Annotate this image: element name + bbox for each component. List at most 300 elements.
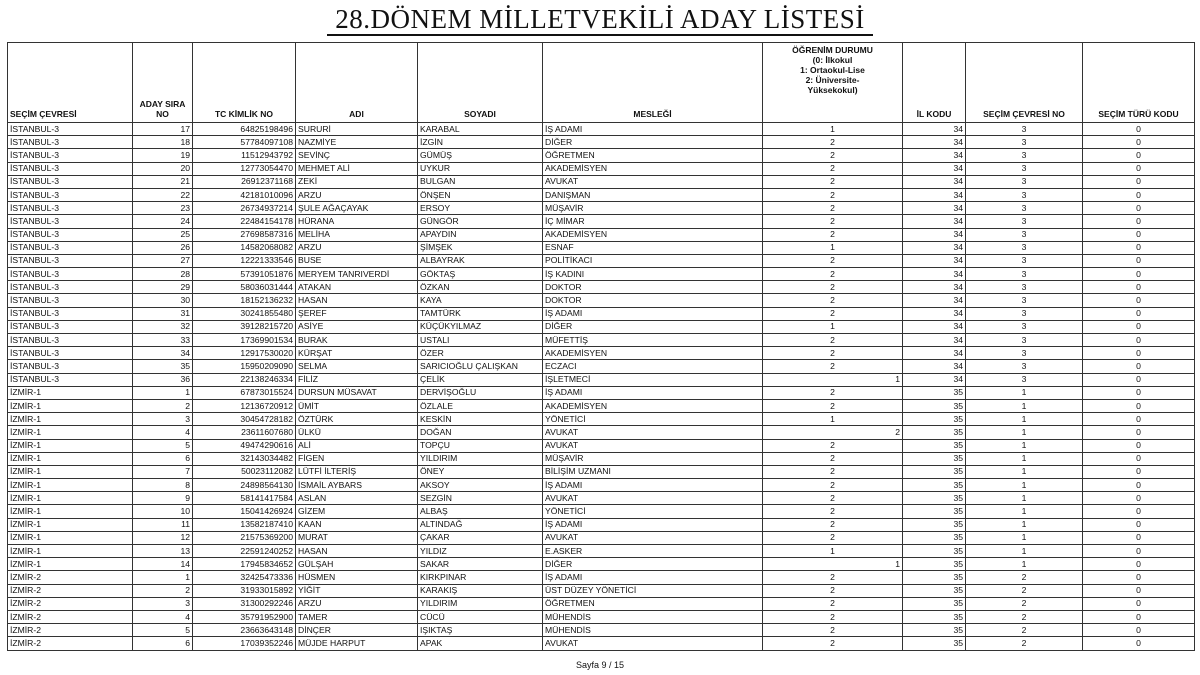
cell-tc-kimlik-no: 32143034482 xyxy=(193,452,296,465)
table-row xyxy=(8,334,1195,347)
cell-soyadi: ALTINDAĞ xyxy=(418,518,543,531)
table-row xyxy=(8,505,1195,518)
cell-adi: HASAN xyxy=(296,294,418,307)
cell-meslegi: MÜFETTİŞ xyxy=(543,334,763,347)
cell-tc-kimlik-no: 26912371168 xyxy=(193,175,296,188)
cell-il-kodu: 34 xyxy=(903,347,966,360)
cell-tc-kimlik-no: 12917530020 xyxy=(193,347,296,360)
table-row xyxy=(8,360,1195,373)
cell-secim-turu-kodu: 0 xyxy=(1083,175,1195,188)
cell-il-kodu: 34 xyxy=(903,268,966,281)
cell-secim-cevresi: İZMİR-2 xyxy=(8,571,133,584)
cell-secim-cevresi-no: 2 xyxy=(966,571,1083,584)
cell-il-kodu: 35 xyxy=(903,531,966,544)
table-row xyxy=(8,571,1195,584)
cell-secim-cevresi: İZMİR-2 xyxy=(8,637,133,650)
cell-il-kodu: 35 xyxy=(903,426,966,439)
cell-secim-cevresi: İZMİR-1 xyxy=(8,426,133,439)
cell-tc-kimlik-no: 18152136232 xyxy=(193,294,296,307)
cell-tc-kimlik-no: 23611607680 xyxy=(193,426,296,439)
table-header xyxy=(8,43,1195,123)
cell-secim-turu-kodu: 0 xyxy=(1083,202,1195,215)
table-row xyxy=(8,175,1195,188)
cell-meslegi: AVUKAT xyxy=(543,492,763,505)
header-secim-turu-kodu: SEÇİM TÜRÜ KODU xyxy=(1083,43,1195,123)
cell-soyadi: SAKAR xyxy=(418,558,543,571)
table-row xyxy=(8,307,1195,320)
cell-meslegi: ÖĞRETMEN xyxy=(543,597,763,610)
table-row xyxy=(8,228,1195,241)
cell-secim-cevresi: İZMİR-1 xyxy=(8,465,133,478)
cell-ogrenim-durumu: 2 xyxy=(763,531,903,544)
cell-secim-cevresi-no: 1 xyxy=(966,439,1083,452)
table-row xyxy=(8,294,1195,307)
cell-aday-sira-no: 5 xyxy=(133,439,193,452)
cell-tc-kimlik-no: 35791952900 xyxy=(193,610,296,623)
cell-secim-cevresi: İZMİR-1 xyxy=(8,479,133,492)
cell-tc-kimlik-no: 26734937214 xyxy=(193,202,296,215)
cell-meslegi: DİĞER xyxy=(543,320,763,333)
cell-ogrenim-durumu: 1 xyxy=(763,241,903,254)
table-row xyxy=(8,531,1195,544)
cell-aday-sira-no: 3 xyxy=(133,597,193,610)
cell-meslegi: AKADEMİSYEN xyxy=(543,162,763,175)
cell-soyadi: ÇELİK xyxy=(418,373,543,386)
cell-soyadi: ÇAKAR xyxy=(418,531,543,544)
document-title-text: 28.DÖNEM MİLLETVEKİLİ ADAY LİSTESİ xyxy=(327,4,872,36)
cell-soyadi: KIRKPINAR xyxy=(418,571,543,584)
table-row xyxy=(8,452,1195,465)
cell-aday-sira-no: 24 xyxy=(133,215,193,228)
cell-meslegi: MÜHENDİS xyxy=(543,624,763,637)
cell-adi: NAZMİYE xyxy=(296,136,418,149)
cell-soyadi: DERVİŞOĞLU xyxy=(418,386,543,399)
cell-tc-kimlik-no: 32425473336 xyxy=(193,571,296,584)
cell-il-kodu: 35 xyxy=(903,545,966,558)
cell-secim-cevresi-no: 2 xyxy=(966,584,1083,597)
cell-tc-kimlik-no: 17945834652 xyxy=(193,558,296,571)
table-row xyxy=(8,610,1195,623)
cell-soyadi: TAMTÜRK xyxy=(418,307,543,320)
cell-adi: HÜSMEN xyxy=(296,571,418,584)
table-row xyxy=(8,281,1195,294)
cell-tc-kimlik-no: 22484154178 xyxy=(193,215,296,228)
cell-adi: GÜLŞAH xyxy=(296,558,418,571)
cell-meslegi: AKADEMİSYEN xyxy=(543,399,763,412)
header-ogrenim-durumu xyxy=(763,43,903,123)
cell-ogrenim-durumu: 2 xyxy=(763,202,903,215)
cell-adi: ÜLKÜ xyxy=(296,426,418,439)
cell-secim-cevresi-no: 3 xyxy=(966,241,1083,254)
cell-il-kodu: 35 xyxy=(903,479,966,492)
cell-aday-sira-no: 14 xyxy=(133,558,193,571)
cell-aday-sira-no: 22 xyxy=(133,188,193,201)
cell-ogrenim-durumu: 2 xyxy=(763,452,903,465)
header-ogrenim-line-3: 1: Ortaokul-Lise xyxy=(800,65,865,75)
cell-meslegi: YÖNETİCİ xyxy=(543,413,763,426)
cell-secim-cevresi-no: 3 xyxy=(966,175,1083,188)
cell-aday-sira-no: 17 xyxy=(133,123,193,136)
cell-ogrenim-durumu: 2 xyxy=(763,188,903,201)
cell-soyadi: CÜCÜ xyxy=(418,610,543,623)
cell-secim-turu-kodu: 0 xyxy=(1083,254,1195,267)
cell-soyadi: İZGİN xyxy=(418,136,543,149)
cell-aday-sira-no: 1 xyxy=(133,386,193,399)
cell-adi: MELİHA xyxy=(296,228,418,241)
cell-secim-cevresi: İSTANBUL-3 xyxy=(8,202,133,215)
cell-soyadi: APAK xyxy=(418,637,543,650)
cell-ogrenim-durumu: 2 xyxy=(763,518,903,531)
cell-adi: İSMAİL AYBARS xyxy=(296,479,418,492)
cell-aday-sira-no: 32 xyxy=(133,320,193,333)
cell-il-kodu: 35 xyxy=(903,399,966,412)
cell-il-kodu: 35 xyxy=(903,597,966,610)
cell-secim-turu-kodu: 0 xyxy=(1083,188,1195,201)
cell-soyadi: SEZGİN xyxy=(418,492,543,505)
header-ogrenim-line-1: ÖĞRENİM DURUMU xyxy=(792,45,873,55)
cell-secim-turu-kodu: 0 xyxy=(1083,505,1195,518)
cell-secim-cevresi: İZMİR-1 xyxy=(8,452,133,465)
cell-adi: ARZU xyxy=(296,188,418,201)
cell-ogrenim-durumu: 1 xyxy=(763,413,903,426)
cell-secim-turu-kodu: 0 xyxy=(1083,281,1195,294)
cell-soyadi: BULGAN xyxy=(418,175,543,188)
cell-secim-cevresi-no: 1 xyxy=(966,465,1083,478)
cell-secim-cevresi: İZMİR-2 xyxy=(8,624,133,637)
cell-soyadi: GÜNGÖR xyxy=(418,215,543,228)
table-row xyxy=(8,373,1195,386)
cell-secim-cevresi-no: 3 xyxy=(966,360,1083,373)
table-row xyxy=(8,188,1195,201)
cell-meslegi: E.ASKER xyxy=(543,545,763,558)
cell-tc-kimlik-no: 17369901534 xyxy=(193,334,296,347)
cell-adi: ASİYE xyxy=(296,320,418,333)
cell-il-kodu: 35 xyxy=(903,465,966,478)
cell-ogrenim-durumu: 2 xyxy=(763,360,903,373)
cell-il-kodu: 34 xyxy=(903,136,966,149)
cell-ogrenim-durumu: 2 xyxy=(763,228,903,241)
cell-secim-cevresi-no: 3 xyxy=(966,136,1083,149)
cell-il-kodu: 34 xyxy=(903,241,966,254)
table-row xyxy=(8,320,1195,333)
cell-soyadi: ALBAŞ xyxy=(418,505,543,518)
cell-soyadi: GÜMÜŞ xyxy=(418,149,543,162)
cell-tc-kimlik-no: 15041426924 xyxy=(193,505,296,518)
cell-adi: MURAT xyxy=(296,531,418,544)
cell-soyadi: SARICIOĞLU ÇALIŞKAN xyxy=(418,360,543,373)
cell-il-kodu: 35 xyxy=(903,518,966,531)
cell-aday-sira-no: 4 xyxy=(133,426,193,439)
cell-adi: MÜJDE HARPUT xyxy=(296,637,418,650)
cell-meslegi: İŞ ADAMI xyxy=(543,123,763,136)
cell-secim-cevresi-no: 1 xyxy=(966,505,1083,518)
table-row xyxy=(8,149,1195,162)
cell-meslegi: DOKTOR xyxy=(543,294,763,307)
table-row xyxy=(8,479,1195,492)
cell-secim-cevresi-no: 1 xyxy=(966,399,1083,412)
cell-aday-sira-no: 4 xyxy=(133,610,193,623)
cell-secim-cevresi: İZMİR-2 xyxy=(8,584,133,597)
cell-adi: ASLAN xyxy=(296,492,418,505)
cell-ogrenim-durumu: 2 xyxy=(763,439,903,452)
cell-meslegi: DİĞER xyxy=(543,558,763,571)
cell-adi: ATAKAN xyxy=(296,281,418,294)
header-ogrenim-line-4: 2: Üniversite- xyxy=(805,75,860,85)
cell-secim-cevresi-no: 1 xyxy=(966,413,1083,426)
cell-tc-kimlik-no: 58141417584 xyxy=(193,492,296,505)
cell-ogrenim-durumu: 2 xyxy=(763,479,903,492)
cell-soyadi: KESKİN xyxy=(418,413,543,426)
cell-meslegi: ÜST DÜZEY YÖNETİCİ xyxy=(543,584,763,597)
cell-adi: ALİ xyxy=(296,439,418,452)
cell-aday-sira-no: 34 xyxy=(133,347,193,360)
cell-secim-cevresi-no: 3 xyxy=(966,320,1083,333)
cell-il-kodu: 34 xyxy=(903,320,966,333)
cell-secim-cevresi-no: 3 xyxy=(966,347,1083,360)
cell-aday-sira-no: 8 xyxy=(133,479,193,492)
cell-tc-kimlik-no: 14582068082 xyxy=(193,241,296,254)
table-row xyxy=(8,545,1195,558)
cell-secim-cevresi: İZMİR-1 xyxy=(8,492,133,505)
cell-secim-turu-kodu: 0 xyxy=(1083,228,1195,241)
cell-ogrenim-durumu: 2 xyxy=(763,624,903,637)
cell-aday-sira-no: 28 xyxy=(133,268,193,281)
cell-secim-cevresi-no: 2 xyxy=(966,610,1083,623)
cell-secim-cevresi: İZMİR-1 xyxy=(8,439,133,452)
cell-ogrenim-durumu: 2 xyxy=(763,584,903,597)
cell-il-kodu: 34 xyxy=(903,281,966,294)
cell-aday-sira-no: 25 xyxy=(133,228,193,241)
cell-secim-cevresi-no: 3 xyxy=(966,162,1083,175)
cell-secim-turu-kodu: 0 xyxy=(1083,465,1195,478)
cell-secim-cevresi: İSTANBUL-3 xyxy=(8,320,133,333)
cell-tc-kimlik-no: 67873015524 xyxy=(193,386,296,399)
cell-aday-sira-no: 7 xyxy=(133,465,193,478)
cell-il-kodu: 34 xyxy=(903,254,966,267)
cell-soyadi: KARABAL xyxy=(418,123,543,136)
cell-secim-cevresi: İZMİR-1 xyxy=(8,386,133,399)
cell-meslegi: AVUKAT xyxy=(543,175,763,188)
cell-secim-cevresi: İZMİR-2 xyxy=(8,610,133,623)
table-row xyxy=(8,215,1195,228)
table-row xyxy=(8,399,1195,412)
cell-secim-turu-kodu: 0 xyxy=(1083,399,1195,412)
cell-secim-cevresi: İSTANBUL-3 xyxy=(8,347,133,360)
cell-secim-turu-kodu: 0 xyxy=(1083,334,1195,347)
cell-ogrenim-durumu: 2 xyxy=(763,334,903,347)
table-row xyxy=(8,465,1195,478)
cell-il-kodu: 34 xyxy=(903,188,966,201)
cell-secim-turu-kodu: 0 xyxy=(1083,149,1195,162)
cell-secim-cevresi: İZMİR-1 xyxy=(8,505,133,518)
cell-ogrenim-durumu: 2 xyxy=(763,399,903,412)
cell-tc-kimlik-no: 12773054470 xyxy=(193,162,296,175)
table-row xyxy=(8,597,1195,610)
cell-meslegi: MÜHENDİS xyxy=(543,610,763,623)
table-row xyxy=(8,426,1195,439)
cell-adi: FİLİZ xyxy=(296,373,418,386)
cell-secim-cevresi: İSTANBUL-3 xyxy=(8,360,133,373)
cell-tc-kimlik-no: 21575369200 xyxy=(193,531,296,544)
cell-secim-turu-kodu: 0 xyxy=(1083,373,1195,386)
cell-adi: ÜMİT xyxy=(296,399,418,412)
cell-secim-turu-kodu: 0 xyxy=(1083,413,1195,426)
cell-tc-kimlik-no: 31933015892 xyxy=(193,584,296,597)
cell-tc-kimlik-no: 24898564130 xyxy=(193,479,296,492)
cell-tc-kimlik-no: 64825198496 xyxy=(193,123,296,136)
cell-il-kodu: 34 xyxy=(903,228,966,241)
cell-adi: SURURİ xyxy=(296,123,418,136)
cell-meslegi: AKADEMİSYEN xyxy=(543,347,763,360)
cell-secim-cevresi: İZMİR-1 xyxy=(8,413,133,426)
cell-soyadi: KARAKIŞ xyxy=(418,584,543,597)
cell-soyadi: YILDIRIM xyxy=(418,452,543,465)
cell-tc-kimlik-no: 31300292246 xyxy=(193,597,296,610)
cell-il-kodu: 35 xyxy=(903,571,966,584)
cell-ogrenim-durumu: 1 xyxy=(763,545,903,558)
cell-meslegi: İŞ KADINI xyxy=(543,268,763,281)
cell-secim-turu-kodu: 0 xyxy=(1083,597,1195,610)
cell-il-kodu: 34 xyxy=(903,149,966,162)
cell-tc-kimlik-no: 13582187410 xyxy=(193,518,296,531)
cell-secim-cevresi-no: 2 xyxy=(966,624,1083,637)
cell-aday-sira-no: 27 xyxy=(133,254,193,267)
cell-aday-sira-no: 30 xyxy=(133,294,193,307)
cell-secim-turu-kodu: 0 xyxy=(1083,637,1195,650)
cell-ogrenim-durumu: 2 xyxy=(763,162,903,175)
document-title xyxy=(0,4,1200,35)
cell-secim-turu-kodu: 0 xyxy=(1083,518,1195,531)
cell-secim-cevresi-no: 1 xyxy=(966,452,1083,465)
cell-il-kodu: 35 xyxy=(903,610,966,623)
cell-il-kodu: 35 xyxy=(903,413,966,426)
cell-secim-cevresi: İSTANBUL-3 xyxy=(8,188,133,201)
cell-tc-kimlik-no: 57391051876 xyxy=(193,268,296,281)
cell-secim-cevresi-no: 3 xyxy=(966,307,1083,320)
table-row xyxy=(8,624,1195,637)
cell-tc-kimlik-no: 30454728182 xyxy=(193,413,296,426)
cell-il-kodu: 35 xyxy=(903,624,966,637)
cell-secim-turu-kodu: 0 xyxy=(1083,479,1195,492)
cell-ogrenim-durumu: 2 xyxy=(763,294,903,307)
cell-soyadi: ÖZKAN xyxy=(418,281,543,294)
cell-adi: ZEKİ xyxy=(296,175,418,188)
cell-meslegi: İŞ ADAMI xyxy=(543,518,763,531)
cell-ogrenim-durumu: 2 xyxy=(763,637,903,650)
cell-adi: ARZU xyxy=(296,597,418,610)
cell-soyadi: DOĞAN xyxy=(418,426,543,439)
cell-secim-cevresi: İSTANBUL-3 xyxy=(8,136,133,149)
header-il-kodu: İL KODU xyxy=(903,43,966,123)
cell-soyadi: ALBAYRAK xyxy=(418,254,543,267)
cell-secim-cevresi: İSTANBUL-3 xyxy=(8,373,133,386)
cell-adi: ARZU xyxy=(296,241,418,254)
cell-ogrenim-durumu: 2 xyxy=(763,254,903,267)
cell-secim-cevresi: İSTANBUL-3 xyxy=(8,149,133,162)
cell-meslegi: AKADEMİSYEN xyxy=(543,228,763,241)
cell-aday-sira-no: 2 xyxy=(133,584,193,597)
cell-soyadi: ÖZER xyxy=(418,347,543,360)
cell-il-kodu: 34 xyxy=(903,373,966,386)
cell-adi: HASAN xyxy=(296,545,418,558)
candidate-table xyxy=(7,42,1195,651)
cell-secim-cevresi-no: 3 xyxy=(966,294,1083,307)
table-row xyxy=(8,492,1195,505)
cell-ogrenim-durumu: 2 xyxy=(763,571,903,584)
cell-soyadi: KAYA xyxy=(418,294,543,307)
cell-secim-cevresi-no: 1 xyxy=(966,531,1083,544)
cell-il-kodu: 34 xyxy=(903,360,966,373)
cell-meslegi: AVUKAT xyxy=(543,439,763,452)
cell-secim-turu-kodu: 0 xyxy=(1083,439,1195,452)
header-row xyxy=(8,43,1195,123)
header-ogrenim-line-2: (0: İlkokul xyxy=(812,55,853,65)
cell-tc-kimlik-no: 49474290616 xyxy=(193,439,296,452)
cell-secim-cevresi: İSTANBUL-3 xyxy=(8,228,133,241)
table-row xyxy=(8,386,1195,399)
cell-ogrenim-durumu: 2 xyxy=(763,136,903,149)
cell-soyadi: APAYDIN xyxy=(418,228,543,241)
cell-ogrenim-durumu: 2 xyxy=(763,492,903,505)
cell-adi: MERYEM TANRIVERDİ xyxy=(296,268,418,281)
cell-secim-cevresi-no: 3 xyxy=(966,281,1083,294)
cell-secim-turu-kodu: 0 xyxy=(1083,162,1195,175)
cell-aday-sira-no: 6 xyxy=(133,452,193,465)
cell-meslegi: İŞ ADAMI xyxy=(543,571,763,584)
cell-secim-cevresi-no: 2 xyxy=(966,637,1083,650)
cell-aday-sira-no: 2 xyxy=(133,399,193,412)
header-secim-cevresi: SEÇİM ÇEVRESİ xyxy=(8,43,133,123)
table-row xyxy=(8,347,1195,360)
cell-soyadi: TOPÇU xyxy=(418,439,543,452)
cell-adi: BUSE xyxy=(296,254,418,267)
cell-secim-cevresi-no: 1 xyxy=(966,426,1083,439)
cell-ogrenim-durumu: 2 xyxy=(763,597,903,610)
cell-secim-turu-kodu: 0 xyxy=(1083,320,1195,333)
cell-ogrenim-durumu: 2 xyxy=(763,268,903,281)
cell-secim-cevresi-no: 1 xyxy=(966,545,1083,558)
cell-soyadi: YILDIRIM xyxy=(418,597,543,610)
cell-secim-cevresi-no: 3 xyxy=(966,149,1083,162)
cell-il-kodu: 34 xyxy=(903,162,966,175)
cell-meslegi: DOKTOR xyxy=(543,281,763,294)
cell-ogrenim-durumu: 2 xyxy=(763,386,903,399)
cell-secim-turu-kodu: 0 xyxy=(1083,624,1195,637)
header-soyadi: SOYADI xyxy=(418,43,543,123)
cell-adi: DİNÇER xyxy=(296,624,418,637)
cell-soyadi: YILDIZ xyxy=(418,545,543,558)
cell-tc-kimlik-no: 42181010096 xyxy=(193,188,296,201)
table-row xyxy=(8,123,1195,136)
cell-secim-cevresi: İSTANBUL-3 xyxy=(8,162,133,175)
cell-secim-cevresi: İZMİR-1 xyxy=(8,531,133,544)
cell-secim-cevresi: İZMİR-1 xyxy=(8,558,133,571)
cell-secim-cevresi: İSTANBUL-3 xyxy=(8,175,133,188)
cell-secim-turu-kodu: 0 xyxy=(1083,241,1195,254)
header-aday-sira-no: ADAY SIRA NO xyxy=(133,43,193,123)
cell-il-kodu: 35 xyxy=(903,439,966,452)
cell-meslegi: DANIŞMAN xyxy=(543,188,763,201)
cell-soyadi: ÖNŞEN xyxy=(418,188,543,201)
cell-ogrenim-durumu: 2 xyxy=(763,465,903,478)
cell-secim-turu-kodu: 0 xyxy=(1083,347,1195,360)
table-row xyxy=(8,202,1195,215)
cell-adi: KAAN xyxy=(296,518,418,531)
cell-meslegi: İŞ ADAMI xyxy=(543,386,763,399)
cell-meslegi: İŞLETMECİ xyxy=(543,373,763,386)
cell-secim-cevresi: İSTANBUL-3 xyxy=(8,268,133,281)
header-adi: ADI xyxy=(296,43,418,123)
